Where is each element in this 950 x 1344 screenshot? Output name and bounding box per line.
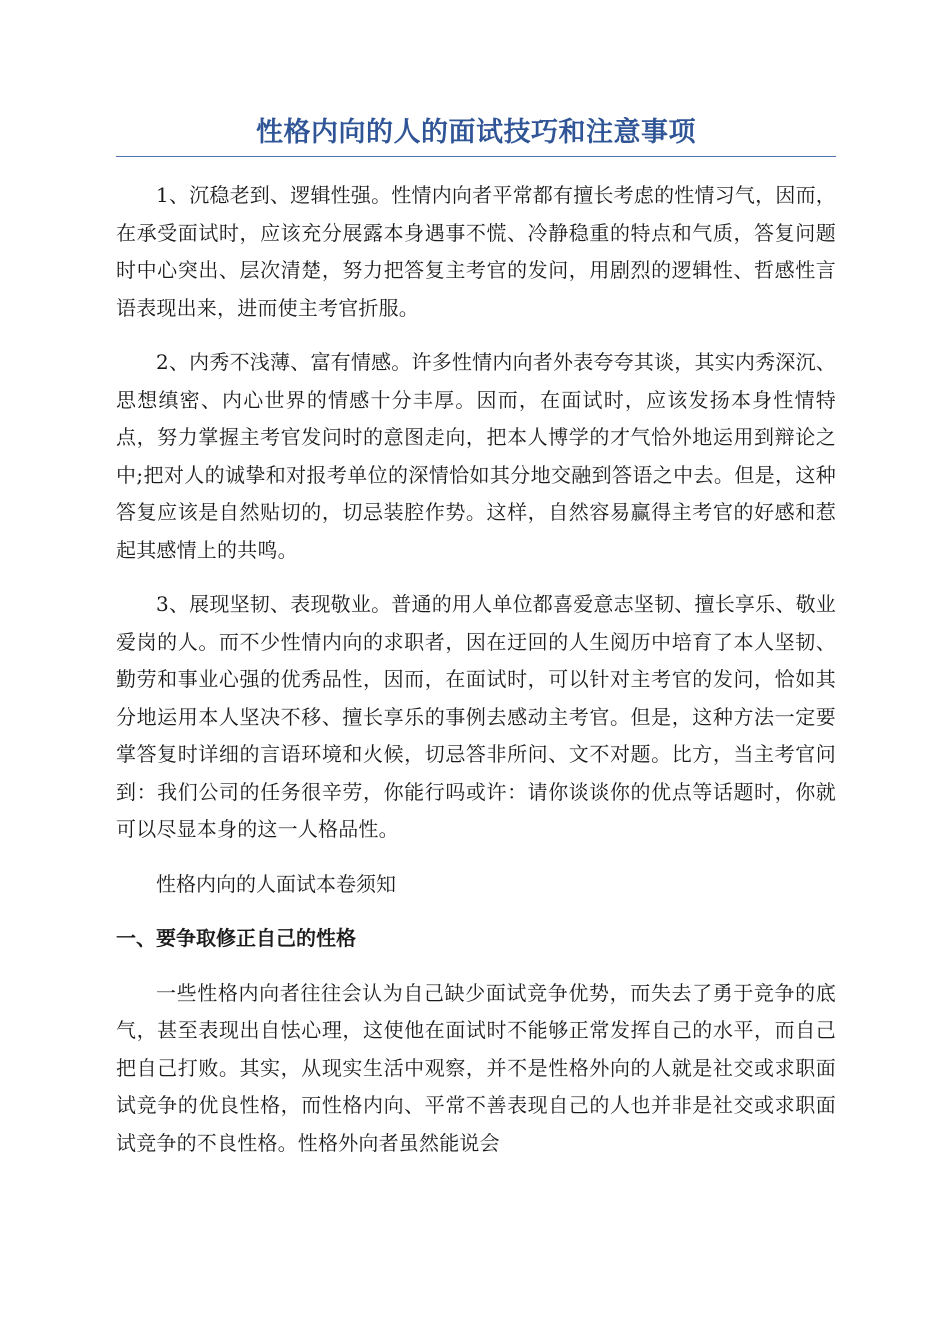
paragraph-2: 2、内秀不浅薄、富有情感。许多性情内向者外表夸夸其谈，其实内秀深沉、思想缜密、内心世界的情感十分丰厚。因而，在面试时，应该发扬本身性情特点，努力掌握主考官发问时的意图走向，把本人博学的才气恰外地运用到辩论之中;把对人的诚挚和对报考单位的深情恰如其分地交融到答语之中去。但是，这种答复应该是自然贴切的，切忌装腔作势。这样，自然容易赢得主考官的好感和惹起其感情上的共鸣。 <box>116 350 836 562</box>
section-subtitle: 性格内向的人面试本卷须知 <box>156 871 396 896</box>
paragraph-1: 1、沉稳老到、逻辑性强。性情内向者平常都有擅长考虑的性情习气，因而，在承受面试时，应该充分展露本身遇事不慌、冷静稳重的特点和气质，答复问题时中心突出、层次清楚，努力把答复主考官的发问，用剧烈的逻辑性、哲感性言语表现出来，进而使主考官折服。 <box>116 183 836 320</box>
section-heading: 一、要争取修正自己的性格 <box>116 926 356 950</box>
paragraph-3: 3、展现坚韧、表现敬业。普通的用人单位都喜爱意志坚韧、擅长享乐、敬业爱岗的人。而不少性情内向的求职者，因在迂回的人生阅历中培育了本人坚韧、勤劳和事业心强的优秀品性，因而，在面试时，可以针对主考官的发问，恰如其分地运用本人坚决不移、擅长享乐的事例去感动主考官。但是，这种方法一定要掌答复时详细的言语环境和火候，切忌答非所问、文不对题。比方，当主考官问到：我们公司的任务很辛劳，你能行吗或许：请你谈谈你的优点等话题时，你就可以尽显本身的这一人格品性。 <box>116 592 836 841</box>
document-page <box>116 112 836 1179</box>
section-paragraph: 一些性格内向者往往会认为自己缺少面试竞争优势，而失去了勇于竞争的底气，甚至表现出自怯心理，这使他在面试时不能够正常发挥自己的水平，而自己把自己打败。其实，从现实生活中观察，并不是性格外向的人就是社交或求职面试竞争的优良性格，而性格内向、平常不善表现自己的人也并非是社交或求职面试竞争的不良性格。性格外向者虽然能说会 <box>116 980 836 1155</box>
title-underline <box>116 156 836 157</box>
document-title: 性格内向的人的面试技巧和注意事项 <box>256 117 696 148</box>
